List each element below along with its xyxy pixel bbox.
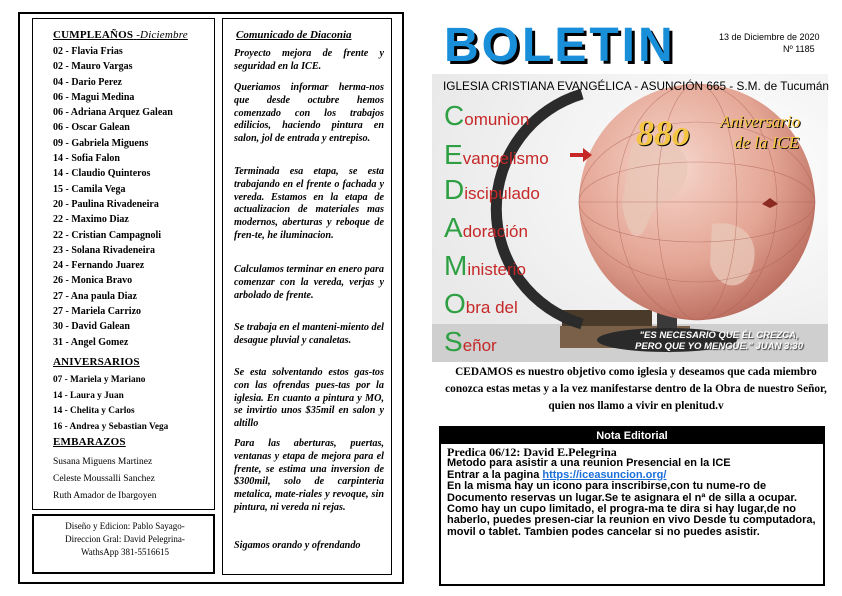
editorial-heading: Nota Editorial	[441, 428, 823, 444]
acrostic-line-ministerio	[444, 246, 526, 286]
pregnancies-heading: EMBARAZOS	[53, 436, 126, 448]
diaconia-paragraph: Queriamos informar herma-nos que desde octubre hemos comenzado con los trabajos edilicios, haciendo pintura en salon, jol de entrada y entrepiso.	[234, 82, 384, 145]
list-item: 02 - Mauro Vargas	[53, 61, 133, 73]
acrostic-line-discipulado	[444, 170, 540, 210]
list-item: Susana Miguens Martinez	[53, 457, 153, 467]
list-item: 26 - Monica Bravo	[53, 275, 133, 287]
list-item: 09 - Gabriela Miguens	[53, 137, 149, 149]
diaconia-paragraph: Se esta solventando estos gas-tos con las ofrendas pues-tas por la iglesia. En cuanto a pintura y MO, se invirtio unos $35mil en salon y altillo	[234, 367, 384, 430]
issue-number: Nº 1185	[783, 44, 815, 54]
diaconia-paragraph: Sigamos orando y ofrendando	[234, 540, 361, 551]
acrostic-line-adoracion	[444, 208, 528, 248]
diaconia-paragraph: Para las aberturas, puertas, ventanas y etapa de mejora para el frente, se estima una inversion de $300mil, solo de carpinteria metalica, mate-riales y revoque, sin pintura, ni vereda ni rejas.	[234, 438, 384, 513]
list-item: 14 - Laura y Juan	[53, 390, 124, 401]
issue-date: 13 de Diciembre de 2020	[719, 32, 820, 42]
pregnancies-list	[53, 454, 157, 505]
acrostic-line-senor	[444, 322, 497, 362]
acrostic-word: bra del	[465, 298, 518, 317]
list-item: 07 - Mariela y Mariano	[53, 375, 146, 385]
editorial-intro: Metodo para asistir a una reunion Presencial en la ICE	[447, 457, 731, 470]
birthdays-heading	[53, 29, 188, 41]
list-item: 02 - Flavia Frias	[53, 46, 123, 57]
acrostic-line-obra	[444, 284, 518, 324]
credits-design: Diseño y Edicion: Pablo Sayago-	[65, 521, 185, 531]
anniversary-label-ice: de la ICE	[734, 133, 800, 152]
credits-whatsapp: WathsApp 381-5516615	[80, 547, 170, 557]
list-item: 27 - Mariela Carrizo	[53, 306, 142, 318]
birthdays-month: -Diciembre	[136, 29, 188, 41]
diaconia-paragraph: Terminada esa etapa, se esta trabajando en el frente o fachada y vereda. Estamos en la etapa de actualizacion de materiales mas modernos, aberturas y reboque de fren-te, he iluminacion.	[234, 166, 384, 241]
list-item: 06 - Adriana Arquez Galean	[53, 107, 173, 119]
bible-quote	[614, 330, 824, 352]
acrostic-word: vangelismo	[462, 149, 549, 168]
credits	[40, 520, 210, 559]
birthday-list	[53, 44, 173, 350]
acrostic-word: eñor	[462, 336, 497, 355]
acrostic-word: iscipulado	[464, 184, 540, 203]
diaconia-paragraph: Proyecto mejora de frente y seguridad en la ICE.	[234, 48, 384, 72]
list-item: 06 - Oscar Galean	[53, 122, 130, 134]
acrostic-letter: C	[444, 100, 465, 131]
anniversaries-list	[53, 373, 168, 435]
list-item: 31 - Angel Gomez	[53, 336, 129, 348]
diaconia-title: Comunicado de Diaconia	[236, 29, 352, 41]
acrostic-line-evangelismo	[444, 135, 549, 175]
anniversary-number: 88o	[636, 113, 690, 153]
list-item: 20 - Paulina Rivadeneira	[53, 198, 159, 210]
acrostic-letter: O	[444, 288, 466, 319]
diaconia-paragraph: Se trabaja en el manteni-miento del desague pluvial y canaletas.	[234, 322, 384, 346]
list-item: 22 - Maximo Diaz	[53, 214, 129, 226]
editorial-body	[447, 447, 819, 538]
list-item: Ruth Amador de Ibargoyen	[53, 491, 157, 501]
list-item: 14 - Chelita y Carlos	[53, 406, 135, 416]
editorial-preacher: Predica 06/12: David E.Pelegrina	[447, 445, 617, 459]
quote-line: "ES NECESARIO QUE ÉL CREZCA,	[639, 330, 799, 341]
acrostic-word: inisterio	[467, 260, 526, 279]
acrostic-word: omunion	[464, 110, 530, 129]
credits-direction: Direccion Gral: David Pelegrina-	[65, 534, 185, 544]
website-link[interactable]: https://iceasuncion.org/	[542, 468, 667, 481]
list-item: 14 - Sofia Falon	[53, 153, 120, 165]
acrostic-letter: D	[444, 174, 465, 205]
list-item: 27 - Ana paula Diaz	[53, 290, 137, 302]
editorial-enter-label: Entrar a la pagina	[447, 468, 540, 481]
list-item: 24 - Fernando Juarez	[53, 260, 145, 272]
list-item: 30 - David Galean	[53, 321, 130, 333]
acrostic-line-comunion	[444, 96, 529, 136]
newsletter-title: BOLETIN	[444, 19, 676, 72]
anniversary-label: Aniversario	[720, 112, 801, 131]
anniversaries-heading: ANIVERSARIOS	[53, 356, 140, 368]
list-item: 23 - Solana Rivadeneira	[53, 244, 155, 256]
list-item: 22 - Cristian Campagnoli	[53, 229, 162, 241]
acrostic-letter: S	[444, 326, 463, 357]
cedamos-description: CEDAMOS es nuestro objetivo como iglesia y deseamos que cada miembro conozca estas metas y a la vez manifestarse dentro de la Obra de nuestro Señor, quien nos llamo a vivir en plenitud.v	[445, 366, 827, 412]
arrow-right-icon	[570, 148, 592, 162]
acrostic-letter: A	[444, 212, 463, 243]
list-item: 16 - Andrea y Sebastian Vega	[53, 421, 169, 432]
list-item: 04 - Dario Perez	[53, 76, 122, 88]
list-item: 06 - Magui Medina	[53, 91, 135, 103]
list-item: 15 - Camila Vega	[53, 183, 126, 195]
diaconia-paragraph: Calculamos terminar en enero para comenzar con la vereda, verjas y arbolado de frente.	[234, 264, 384, 301]
editorial-text: En la misma hay un icono para inscribirse,con tu nume-ro de Documento reservas un lugar.Se te asignara el nª de silla a ocupar. Como hay un cupo limitado, el progra-ma te dira si hay lugar,de no haberlo, puedes presen-ciar la reunion en vivo Desde tu computadora, movil o tablet. Tambien podes cancelar si no puedes asistir.	[447, 480, 816, 538]
acrostic-word: doración	[462, 222, 528, 241]
birthdays-title: CUMPLEAÑOS	[53, 29, 134, 41]
acrostic-letter: M	[444, 250, 468, 281]
list-item: 14 - Claudio Quinteros	[53, 168, 151, 180]
list-item: Celeste Moussalli Sanchez	[53, 474, 155, 484]
quote-line: PERO QUE YO MENGUE." JUAN 3:30	[635, 341, 803, 352]
acrostic-letter: E	[444, 139, 463, 170]
church-address: IGLESIA CRISTIANA EVANGÉLICA - ASUNCIÓN 665 - S.M. de Tucumán	[443, 79, 829, 93]
